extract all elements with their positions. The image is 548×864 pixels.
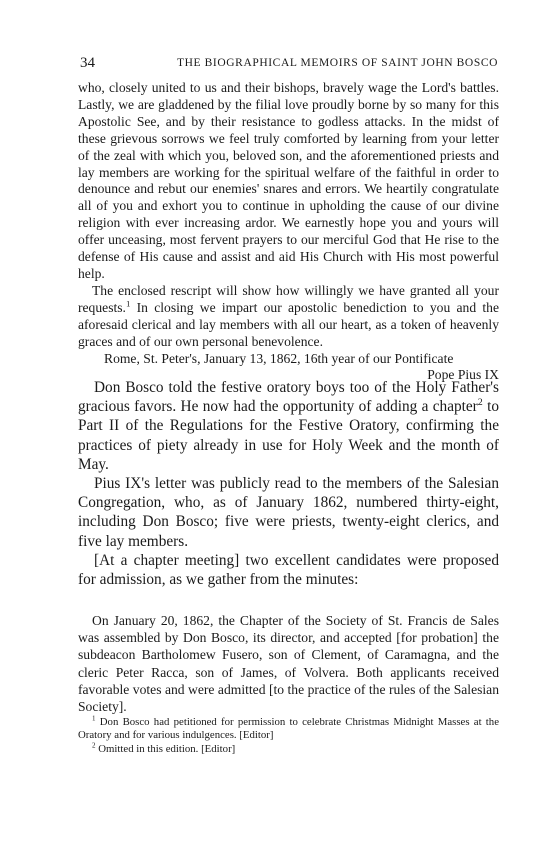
running-title: THE BIOGRAPHICAL MEMOIRS OF SAINT JOHN BOSCO bbox=[177, 57, 498, 69]
footnote-text: Don Bosco had petitioned for permission to celebrate Christmas Midnight Masses at the Oratory and for various indulgences. [Editor] bbox=[78, 716, 499, 742]
letter-text: The enclosed rescript will show how willingly we have granted all your requests. bbox=[78, 282, 499, 315]
papal-letter bbox=[78, 80, 499, 384]
letter-signature: Pope Pius IX bbox=[427, 367, 499, 383]
letter-paragraph: who, closely united to us and their bishops, bravely wage the Lord's battles. Lastly, we are gladdened by the filial love proudly borne by so many for this Apostolic See, and by their resistance to godless attacks. In the midst of these grievous sorrows we feel truly comforted by learning from your letter of the zeal with which you, beloved son, and the aforementioned priests and lay members are working for the spiritual welfare of the faithful in order to denounce and rebut our enemies' snares and errors. We heartily congratulate all of you and exhort you to continue in upholding the cause of our divine religion with ever increasing ardor. We earnestly hope you and yours will offer unceasing, most fervent prayers to our merciful God that He rise to the defense of His cause and assist and aid His Church with His most powerful help. bbox=[78, 80, 499, 281]
letter-paragraph bbox=[78, 283, 499, 351]
footnote bbox=[78, 743, 499, 756]
narrative-paragraph bbox=[78, 378, 499, 474]
footnotes bbox=[78, 716, 499, 756]
letter-text: In closing we impart our apostolic benediction to you and the aforesaid clerical and lay members with all our heart, as a token of heavenly graces and of our own personal benevolence. bbox=[78, 299, 499, 349]
narrative-text bbox=[78, 378, 499, 589]
footnote-mark: 1 bbox=[92, 714, 96, 723]
letter-date-line: Rome, St. Peter's, January 13, 1862, 16th year of our Pontificate bbox=[104, 350, 454, 366]
footnote bbox=[78, 716, 499, 743]
narrative-text-run: Don Bosco told the festive oratory boys too of the Holy Father's gracious favors. He now had the opportunity of adding a chapter bbox=[78, 379, 499, 416]
footnote-reference: 2 bbox=[477, 397, 483, 409]
narrative-paragraph: [At a chapter meeting] two excellent candidates were proposed for admission, as we gather from the minutes: bbox=[78, 551, 499, 589]
page-number: 34 bbox=[80, 55, 95, 71]
minutes-paragraph: On January 20, 1862, the Chapter of the Society of St. Francis de Sales was assembled by Don Bosco, its director, and accepted [for probation] the subdeacon Bartholomew Fusero, son of Clement, of Caramagna, and the cleric Peter Racca, son of James, of Volvera. Both applicants received favorable votes and were admitted [to the practice of the rules of the Salesian Society]. bbox=[78, 613, 499, 715]
narrative-text-run: to Part II of the Regulations for the Festive Oratory, confirming the practices of piety already in use for Holy Week and the month of May. bbox=[78, 398, 499, 473]
footnote-mark: 2 bbox=[92, 741, 96, 749]
chapter-minutes bbox=[78, 612, 499, 715]
page-header bbox=[80, 55, 498, 75]
footnote-text: Omitted in this edition. [Editor] bbox=[98, 742, 236, 755]
footnote-reference: 1 bbox=[125, 298, 131, 309]
narrative-paragraph: Pius IX's letter was publicly read to the members of the Salesian Congregation, who, as of January 1862, numbered thirty-eight, including Don Bosco; five were priests, twenty-eight clerics, and five lay members. bbox=[78, 475, 499, 550]
